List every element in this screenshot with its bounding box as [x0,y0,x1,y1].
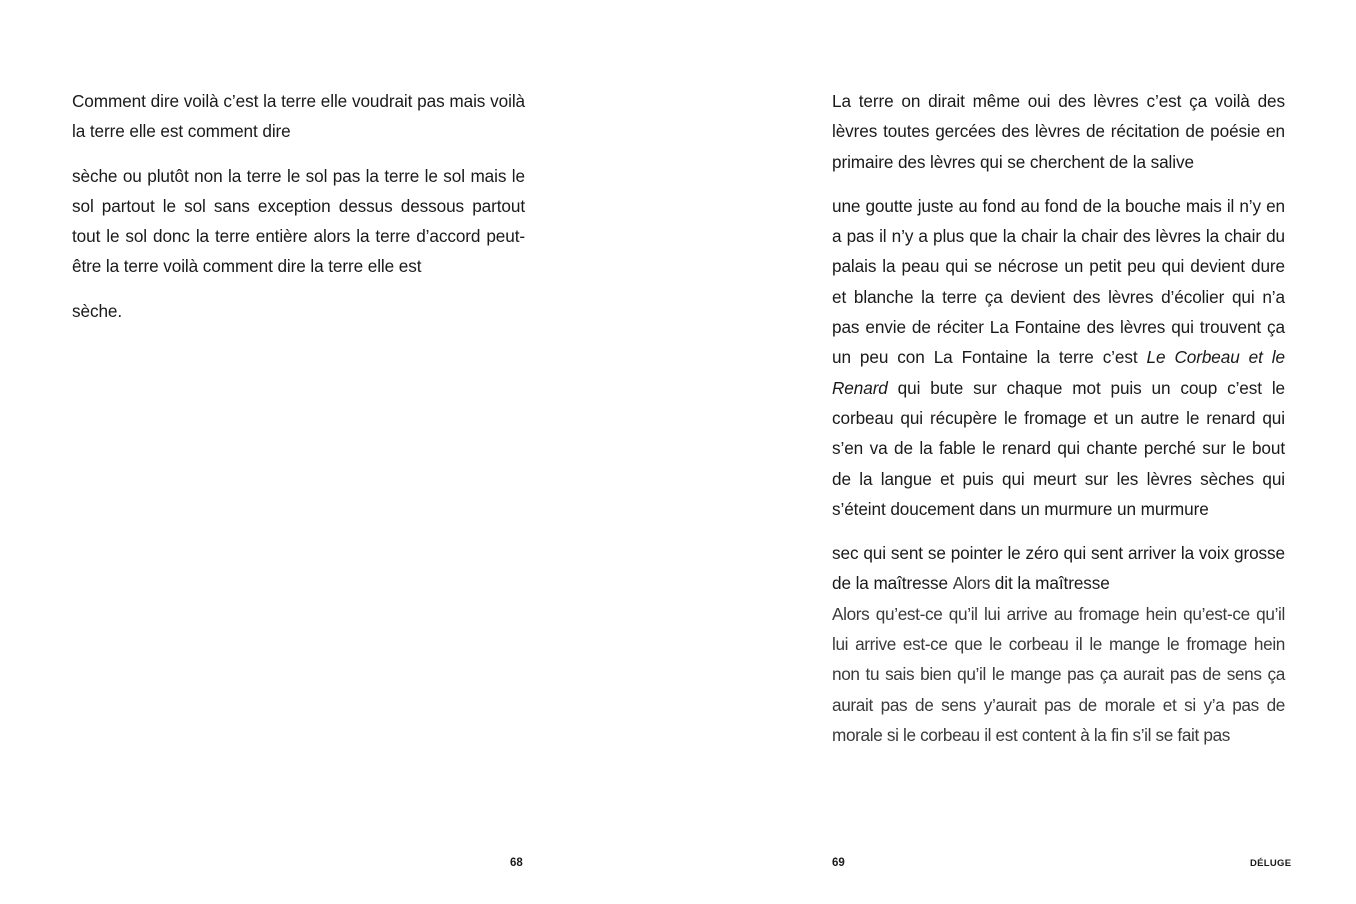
fable-title: Le Corbeau et le Renard [832,347,1285,398]
right-page-number: 69 [832,857,845,869]
right-paragraph-3-start: sec qui sent se pointer le zéro qui sent arriver la voix grosse de la maîtresse [832,543,1285,594]
left-page-number: 68 [510,857,523,869]
running-head: DÉLUGE [1250,858,1292,869]
right-paragraph-2-end: qui bute sur chaque mot puis un coup c’est le corbeau qui récupère le fromage et un autre le renard qui s’en va de la fable le renard qui chante perché sur le bout de la langue et puis qui meurt sur les lèvres sèches qui s’éteint doucement dans un murmure un murmure [832,377,1285,519]
teacher-voice-alors: Alors [952,573,991,594]
left-paragraph-2: sèche ou plutôt non la terre le sol pas la terre le sol mais le sol partout le sol sans exception dessus dessous partout tout le sol donc la terre entière alors la terre d’accord peut-être la terre voilà comment dire la terre elle est [72,165,525,277]
teacher-speech-paragraph: Alors qu’est-ce qu’il lui arrive au fromage hein qu’est-ce qu’il lui arrive est-ce que le corbeau il le mange le fromage hein non tu sais bien qu’il le mange pas ça aurait pas de sens ça aurait pas de sens y’aurait pas de morale et si y’a pas de morale si le corbeau il est content à la fin s’il se fait pas [832,603,1285,745]
right-paragraph-3 [832,538,1285,599]
right-paragraph-2-start: une goutte juste au fond au fond de la bouche mais il n’y en a pas il n’y a plus que la chair la chair des lèvres la chair du palais la peau qui se nécrose un petit peu qui devient dure et blanche la terre ça devient des lèvres d’écolier qui n’a pas envie de réciter La Fontaine des lèvres qui trouvent ça un peu con La Fontaine la terre c’est [832,195,1285,368]
left-paragraph-3: sèche. [72,300,123,321]
right-text-block [832,86,1285,764]
left-paragraph-1: Comment dire voilà c’est la terre elle voudrait pas mais voilà la terre elle est comment dire [72,91,525,142]
right-paragraph-1: La terre on dirait même oui des lèvres c’est ça voilà des lèvres toutes gercées des lèvres de récitation de poésie en primaire des lèvres qui se cherchent de la salive [832,91,1285,172]
right-paragraph-2 [832,191,1285,524]
left-text-block [72,86,525,340]
right-page [678,0,1356,904]
right-paragraph-3-end: dit la maîtresse [990,573,1110,594]
